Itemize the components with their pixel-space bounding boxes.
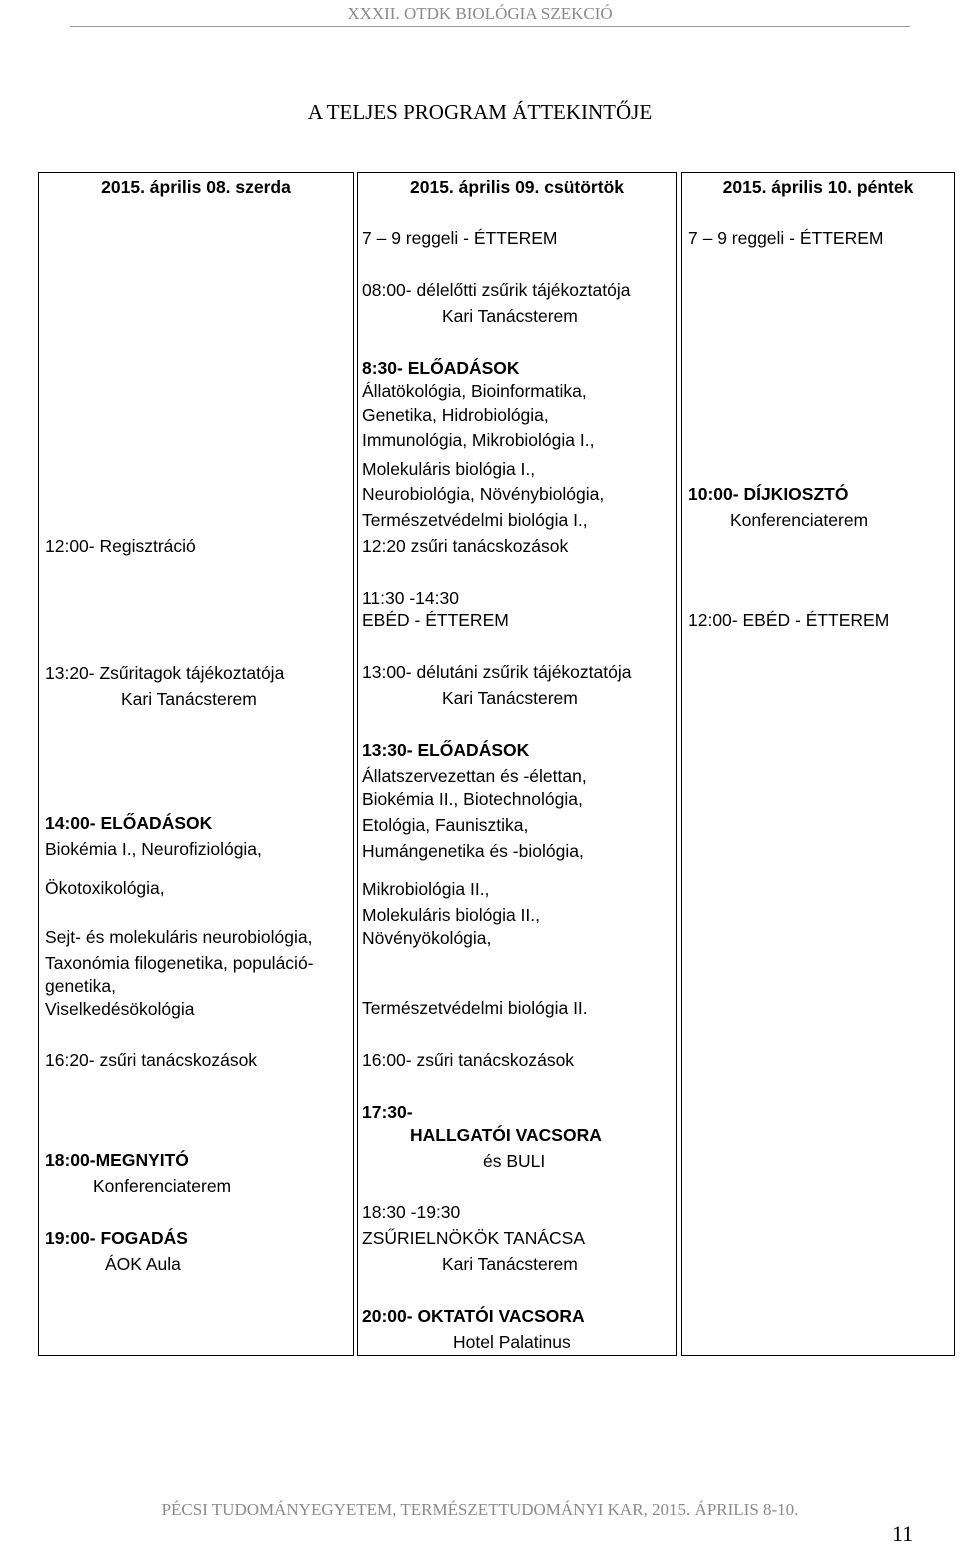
lectures-title: 8:30- ELŐADÁSOK [362, 358, 520, 378]
lectures-line: genetika, [45, 976, 117, 996]
lectures-line: Molekuláris biológia I., [362, 459, 536, 479]
jury-chairs-room: Kari Tanácsterem [442, 1254, 578, 1274]
student-dinner-time: 17:30- [362, 1102, 413, 1122]
lectures-line: Állatökológia, Bioinformatika, [362, 381, 587, 401]
lectures-line: Genetika, Hidrobiológia, [362, 405, 549, 425]
lectures-line: Sejt- és molekuláris neurobiológia, [45, 927, 313, 947]
header-rule [70, 26, 910, 27]
opening-title: 18:00-MEGNYITÓ [45, 1150, 189, 1170]
lectures-line: Biokémia I., Neurofiziológia, [45, 839, 262, 859]
pm-lectures-line: Molekuláris biológia II., [362, 905, 540, 925]
pm-lectures-line: Mikrobiológia II., [362, 879, 490, 899]
faculty-dinner: 20:00- OKTATÓI VACSORA [362, 1306, 585, 1326]
pm-lectures-line: Növényökológia, [362, 928, 492, 948]
student-dinner-title: HALLGATÓI VACSORA [410, 1125, 602, 1145]
lectures-line: Immunológia, Mikrobiológia I., [362, 430, 595, 450]
afternoon-jury-room: Kari Tanácsterem [442, 688, 578, 708]
faculty-dinner-place: Hotel Palatinus [453, 1332, 571, 1352]
document-title: A TELJES PROGRAM ÁTTEKINTŐJE [307, 100, 653, 124]
jury-meeting: 12:20 zsűri tanácskozások [362, 536, 569, 556]
lectures-line: Taxonómia filogenetika, populáció- [45, 953, 314, 973]
lunch-time: 11:30 -14:30 [362, 588, 459, 608]
breakfast: 7 – 9 reggeli - ÉTTEREM [688, 228, 884, 248]
day-heading-thursday: 2015. április 09. csütörtök [410, 177, 624, 197]
breakfast: 7 – 9 reggeli - ÉTTEREM [362, 228, 558, 248]
jury-meeting: 16:00- zsűri tanácskozások [362, 1050, 575, 1070]
lunch: 12:00- EBÉD - ÉTTEREM [688, 610, 890, 630]
awards-ceremony-title: 10:00- DÍJKIOSZTÓ [688, 484, 849, 504]
day-column-friday [681, 172, 955, 1356]
jury-meeting: 16:20- zsűri tanácskozások [45, 1050, 258, 1070]
lectures-line: Viselkedésökológia [45, 999, 195, 1019]
registration: 12:00- Regisztráció [45, 536, 196, 556]
lunch: EBÉD - ÉTTEREM [362, 610, 509, 630]
morning-jury-briefing: 08:00- délelőtti zsűrik tájékoztatója [362, 280, 631, 300]
morning-jury-room: Kari Tanácsterem [442, 306, 578, 326]
student-dinner-sub: és BULI [483, 1151, 546, 1171]
jury-briefing-time: 13:20- Zsűritagok tájékoztatója [45, 663, 285, 683]
awards-ceremony-room: Konferenciaterem [730, 510, 869, 530]
reception-title: 19:00- FOGADÁS [45, 1228, 188, 1248]
jury-chairs-time: 18:30 -19:30 [362, 1202, 461, 1222]
opening-room: Konferenciaterem [93, 1176, 232, 1196]
day-column-wednesday [38, 172, 354, 1356]
pm-lectures-line: Humángenetika és -biológia, [362, 841, 584, 861]
jury-briefing-room: Kari Tanácsterem [121, 689, 257, 709]
reception-room: ÁOK Aula [105, 1254, 181, 1274]
lectures-title: 14:00- ELŐADÁSOK [45, 813, 213, 833]
footer: PÉCSI TUDOMÁNYEGYETEM, TERMÉSZETTUDOMÁNYI KAR, 2015. ÁPRILIS 8-10. [161, 1500, 799, 1519]
running-head: XXXII. OTDK BIOLÓGIA SZEKCIÓ [347, 4, 613, 23]
day-heading-friday: 2015. április 10. péntek [722, 177, 914, 197]
lectures-line: Ökotoxikológia, [45, 878, 165, 898]
pm-lectures-line: Természetvédelmi biológia II. [362, 998, 588, 1018]
pm-lectures-line: Biokémia II., Biotechnológia, [362, 789, 583, 809]
lectures-line: Természetvédelmi biológia I., [362, 510, 588, 530]
pm-lectures-title: 13:30- ELŐADÁSOK [362, 740, 530, 760]
afternoon-jury-briefing: 13:00- délutáni zsűrik tájékoztatója [362, 662, 632, 682]
pm-lectures-line: Etológia, Faunisztika, [362, 815, 529, 835]
page-number: 11 [892, 1521, 914, 1546]
day-heading-wednesday: 2015. április 08. szerda [101, 177, 291, 197]
day-column-thursday [357, 172, 677, 1356]
pm-lectures-line: Állatszervezettan és -élettan, [362, 766, 587, 786]
lectures-line: Neurobiológia, Növénybiológia, [362, 484, 605, 504]
jury-chairs-title: ZSŰRIELNÖKÖK TANÁCSA [362, 1228, 586, 1248]
